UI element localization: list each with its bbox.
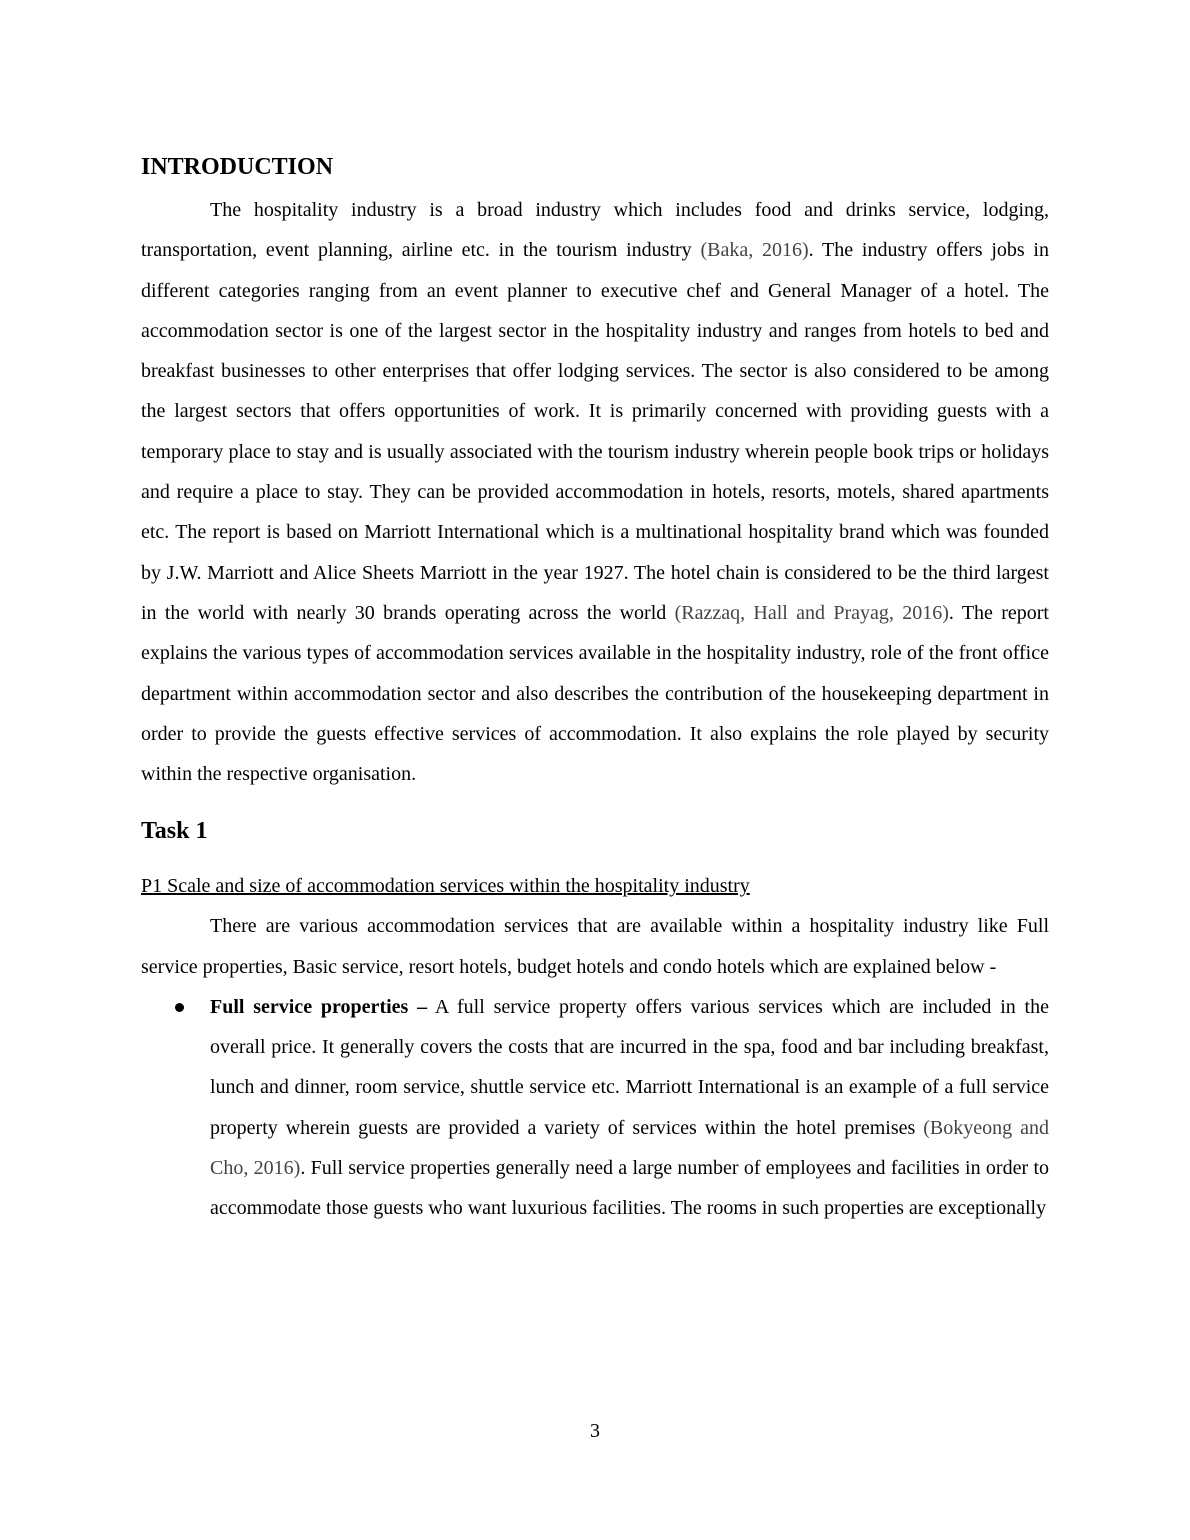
p1-subheading: P1 Scale and size of accommodation services within the hospitality industry — [141, 875, 750, 898]
intro-text-part-1: The hospitality industry is a broad industry which includes food and drinks service, lodging, transportation, event planning, airline etc. in the tourism industry — [141, 199, 1049, 262]
task1-heading: Task 1 — [141, 818, 208, 845]
citation-baka: (Baka, 2016) — [700, 239, 809, 262]
bullet-icon — [175, 1003, 184, 1012]
page-number: 3 — [590, 1420, 600, 1442]
bullet-text-part-2: . Full service properties generally need a large number of employees and facilities in order to accommodate those guests who want luxurious facilities. The rooms in such properties are exceptionally — [210, 1156, 1049, 1220]
intro-text-part-3: . The report explains the various types of accommodation services available in the hospitality industry, role of the front office department within accommodation sector and also describes the contribution of the housekeeping department in order to provide the guests effective services of accommodation. It also explains the role played by security within the respective organisation. — [141, 601, 1049, 786]
intro-text-part-2: . The industry offers jobs in different categories ranging from an event planner to executive chef and General Manager of a hotel. The accommodation sector is one of the largest sector in the hospitality industry and ranges from hotels to bed and breakfast businesses to other enterprises that offer lodging services. The sector is also considered to be among the largest sectors that offers opportunities of work. It is primarily concerned with providing guests with a temporary place to stay and is usually associated with the tourism industry wherein people book trips or holidays and require a place to stay. They can be provided accommodation in hotels, resorts, motels, shared apartments etc. The report is based on Marriott International which is a multinational hospitality brand which was founded by J.W. Marriott and Alice Sheets Marriott in the year 1927. The hotel chain is considered to be the third largest in the world with nearly 30 brands operating across the world — [141, 239, 1049, 624]
citation-razzaq: (Razzaq, Hall and Prayag, 2016) — [674, 601, 949, 624]
list-item — [141, 987, 1049, 1228]
introduction-heading: INTRODUCTION — [141, 154, 334, 180]
page-content — [141, 150, 1049, 1228]
bullet-text-part-1: A full service property offers various services which are included in the overall price. It generally covers the costs that are incurred in the spa, food and bar including breakfast, lunch and dinner, room service, shuttle service etc. Marriott International is an example of a full service property wherein guests are provided a variety of services within the hotel premises — [210, 996, 1049, 1139]
task1-paragraph: There are various accommodation services that are available within a hospitality industry like Full service properties, Basic service, resort hotels, budget hotels and condo hotels which are explained below - — [141, 915, 1049, 978]
accommodation-types-list — [141, 987, 1049, 1228]
citation-bokyeong: (Bokyeong and Cho, 2016) — [210, 1116, 1049, 1179]
introduction-paragraph — [141, 190, 1049, 794]
bullet-title: Full service properties – — [210, 996, 428, 1019]
